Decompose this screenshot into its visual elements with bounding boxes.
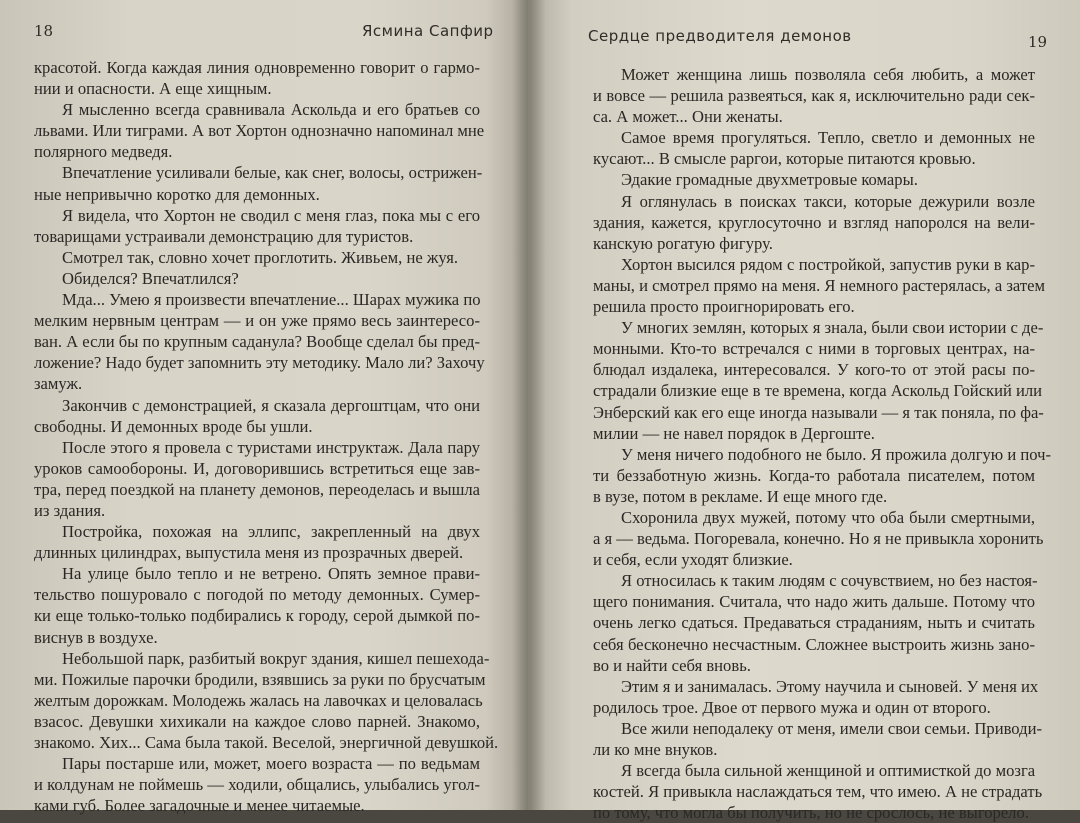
text-line: У многих землян, которых я знала, были свои истории с де-: [621, 318, 1044, 338]
text-line: и вовсе — решила развеяться, как я, исключительно ради сек-: [593, 86, 1035, 106]
text-line: Смотрел так, словно хочет проглотить. Живьем, не жуя.: [62, 247, 458, 267]
text-line: Обиделся? Впечатлился?: [62, 268, 239, 288]
text-line: взасос. Девушки хихикали на каждое слово парней. Знакомо,: [34, 711, 480, 731]
text-line: страдали близкие еще в те времена, когда Аскольд Гойский или: [593, 381, 1043, 401]
text-line: и колдунам не поймешь — ходили, общались, улыбались угол-: [34, 775, 480, 795]
text-line: канскую рогатую фигуру.: [593, 233, 773, 253]
text-line: полярного медведя.: [34, 142, 173, 162]
text-line: желтым дорожкам. Молодежь жалась на лавочках и целовалась: [34, 690, 483, 710]
text-line: в вузе, потом в рекламе. И еще много где.: [593, 486, 888, 506]
text-line: Я мысленно всегда сравнивала Аскольда и его братьев со: [62, 100, 480, 120]
text-line: ками губ. Более загадочные и менее читаемые.: [34, 796, 365, 816]
text-line: замуж.: [34, 374, 83, 394]
text-line: Самое время прогуляться. Тепло, светло и демонных не: [621, 128, 1035, 148]
text-line: маны, и смотрел прямо на меня. Я немного растерялась, а затем: [593, 275, 1045, 295]
text-line: са. А может... Они женаты.: [593, 107, 783, 127]
text-line: по тому, что могла бы получить, но не срослось, не выгорело.: [593, 803, 1029, 823]
text-line: На улице было тепло и не ветрено. Опять земное прави-: [62, 564, 480, 584]
text-line: Постройка, похожая на эллипс, закрепленный на двух: [62, 522, 480, 542]
text-line: уроков самообороны. И, договорившись встретиться еще зав-: [34, 458, 480, 478]
text-line: нии и опасности. А еще хищным.: [34, 79, 272, 99]
text-line: тельство пошуровало с погодой по методу демонных. Сумер-: [34, 585, 480, 605]
text-line: Я видела, что Хортон не сводил с меня глаз, пока мы с его: [62, 205, 480, 225]
text-line: ти беззаботную жизнь. Когда-то работала писателем, потом: [593, 465, 1035, 485]
text-line: и себя, если уходят близкие.: [593, 550, 793, 570]
text-line: виснув в воздухе.: [34, 627, 158, 647]
text-line: ложение? Надо будет запомнить эту методику. Мало ли? Захочу: [34, 353, 485, 373]
text-line: ли ко мне внуков.: [593, 740, 718, 759]
text-line: костей. Я привыкла наслаждаться тем, что имею. А не страдать: [593, 782, 1043, 802]
text-line: Может женщина лишь позволяла себя любить, а может: [621, 65, 1035, 84]
text-line: монными. Кто-то встречался с ними в торговых центрах, на-: [593, 339, 1035, 359]
text-line: После этого я провела с туристами инструктаж. Дала пару: [62, 437, 480, 457]
page-number-right: 19: [1028, 33, 1048, 51]
text-line: Хортон высился рядом с постройкой, запустив руки в кар-: [621, 254, 1035, 274]
text-line: Все жили неподалеку от меня, имели свои семьи. Приводи-: [621, 718, 1042, 738]
text-line: Я оглянулась в поисках такси, которые дежурили возле: [621, 191, 1035, 211]
text-line: тра, перед поездкой на планету демонов, переоделась и вышла: [34, 479, 480, 499]
text-line: ми. Пожилые парочки бродили, взявшись за руки по брусчатым: [34, 669, 486, 689]
text-line: Пары постарше или, может, моего возраста — по ведьмам: [62, 754, 480, 774]
text-line: ки еще только-только подбирались к городу, серой дымкой по-: [34, 606, 480, 626]
text-line: Закончив с демонстрацией, я сказала дергоштцам, что они: [62, 395, 480, 415]
text-line: себя бесконечно несчастным. Сложнее выстроить жизнь зано-: [593, 634, 1035, 654]
right-page: [528, 0, 1080, 823]
text-line: родилось трое. Двое от первого мужа и один от второго.: [593, 697, 991, 717]
text-line: товарищами устраивали демонстрацию для туристов.: [34, 226, 414, 246]
text-line: ван. А если бы по крупным саданула? Вообще сделал бы пред-: [34, 332, 480, 352]
page-number-left: 18: [34, 22, 54, 40]
text-line: Я относилась к таким людям с сочувствием, но без настоя-: [621, 571, 1038, 591]
text-line: мелким нервным центрам — и он уже прямо весь заинтересо-: [34, 311, 480, 331]
left-page-text: [34, 57, 499, 816]
text-line: из здания.: [34, 500, 106, 520]
text-line: Я всегда была сильной женщиной и оптимисткой до мозга: [621, 761, 1036, 781]
text-line: Впечатление усиливали белые, как снег, волосы, острижен-: [62, 163, 483, 183]
text-line: львами. Или тиграми. А вот Хортон однозначно напоминал мне: [34, 121, 485, 141]
right-page-text: [593, 64, 1052, 823]
text-line: Этим я и занималась. Этому научила и сыновей. У меня их: [621, 676, 1039, 696]
text-line: во и найти себя вновь.: [593, 655, 751, 675]
text-line: очень легко сдаться. Предаваться страданиям, ныть и считать: [593, 613, 1035, 633]
text-line: решила просто проигнорировать его.: [593, 297, 855, 317]
text-line: а я — ведьма. Погоревала, конечно. Но я не привыкла хоронить: [593, 529, 1044, 549]
text-line: красотой. Когда каждая линия одновременно говорит о гармо-: [34, 58, 480, 77]
text-line: кусают... В смысле раргои, которые питаются кровью.: [593, 149, 976, 169]
text-line: Эдакие громадные двухметровые комары.: [621, 170, 918, 190]
text-line: здания, кажется, круглосуточно и взгляд напоролся на вели-: [593, 212, 1035, 232]
text-line: блюдал издалека, интересовался. У кого-то от этой расы по-: [593, 360, 1035, 380]
text-line: длинных цилиндрах, выпустила меня из прозрачных дверей.: [34, 543, 464, 563]
text-line: знакомо. Хих... Сама была такой. Веселой, энергичной девушкой.: [34, 733, 499, 752]
text-line: ные непривычно коротко для демонных.: [34, 184, 320, 204]
text-line: Энберский как его еще иногда называли — я так поняла, по фа-: [593, 402, 1044, 422]
text-line: Небольшой парк, разбитый вокруг здания, кишел пешехода-: [62, 648, 490, 668]
running-head-author: Ясмина Сапфир: [362, 22, 494, 40]
text-line: свободны. И демонных вроде бы ушли.: [34, 416, 313, 436]
text-line: У меня ничего подобного не было. Я прожила долгую и поч-: [621, 444, 1052, 464]
running-head-title: Сердце предводителя демонов: [588, 27, 852, 45]
text-line: Схоронила двух мужей, потому что оба были смертными,: [621, 507, 1035, 527]
text-line: Мда... Умею я произвести впечатление... Шарах мужика по: [62, 290, 481, 310]
left-page: [0, 0, 528, 816]
text-line: милии — не навел порядок в Дергоште.: [593, 423, 875, 443]
text-line: щего понимания. Считала, что надо жить дальше. Потому что: [593, 592, 1035, 612]
